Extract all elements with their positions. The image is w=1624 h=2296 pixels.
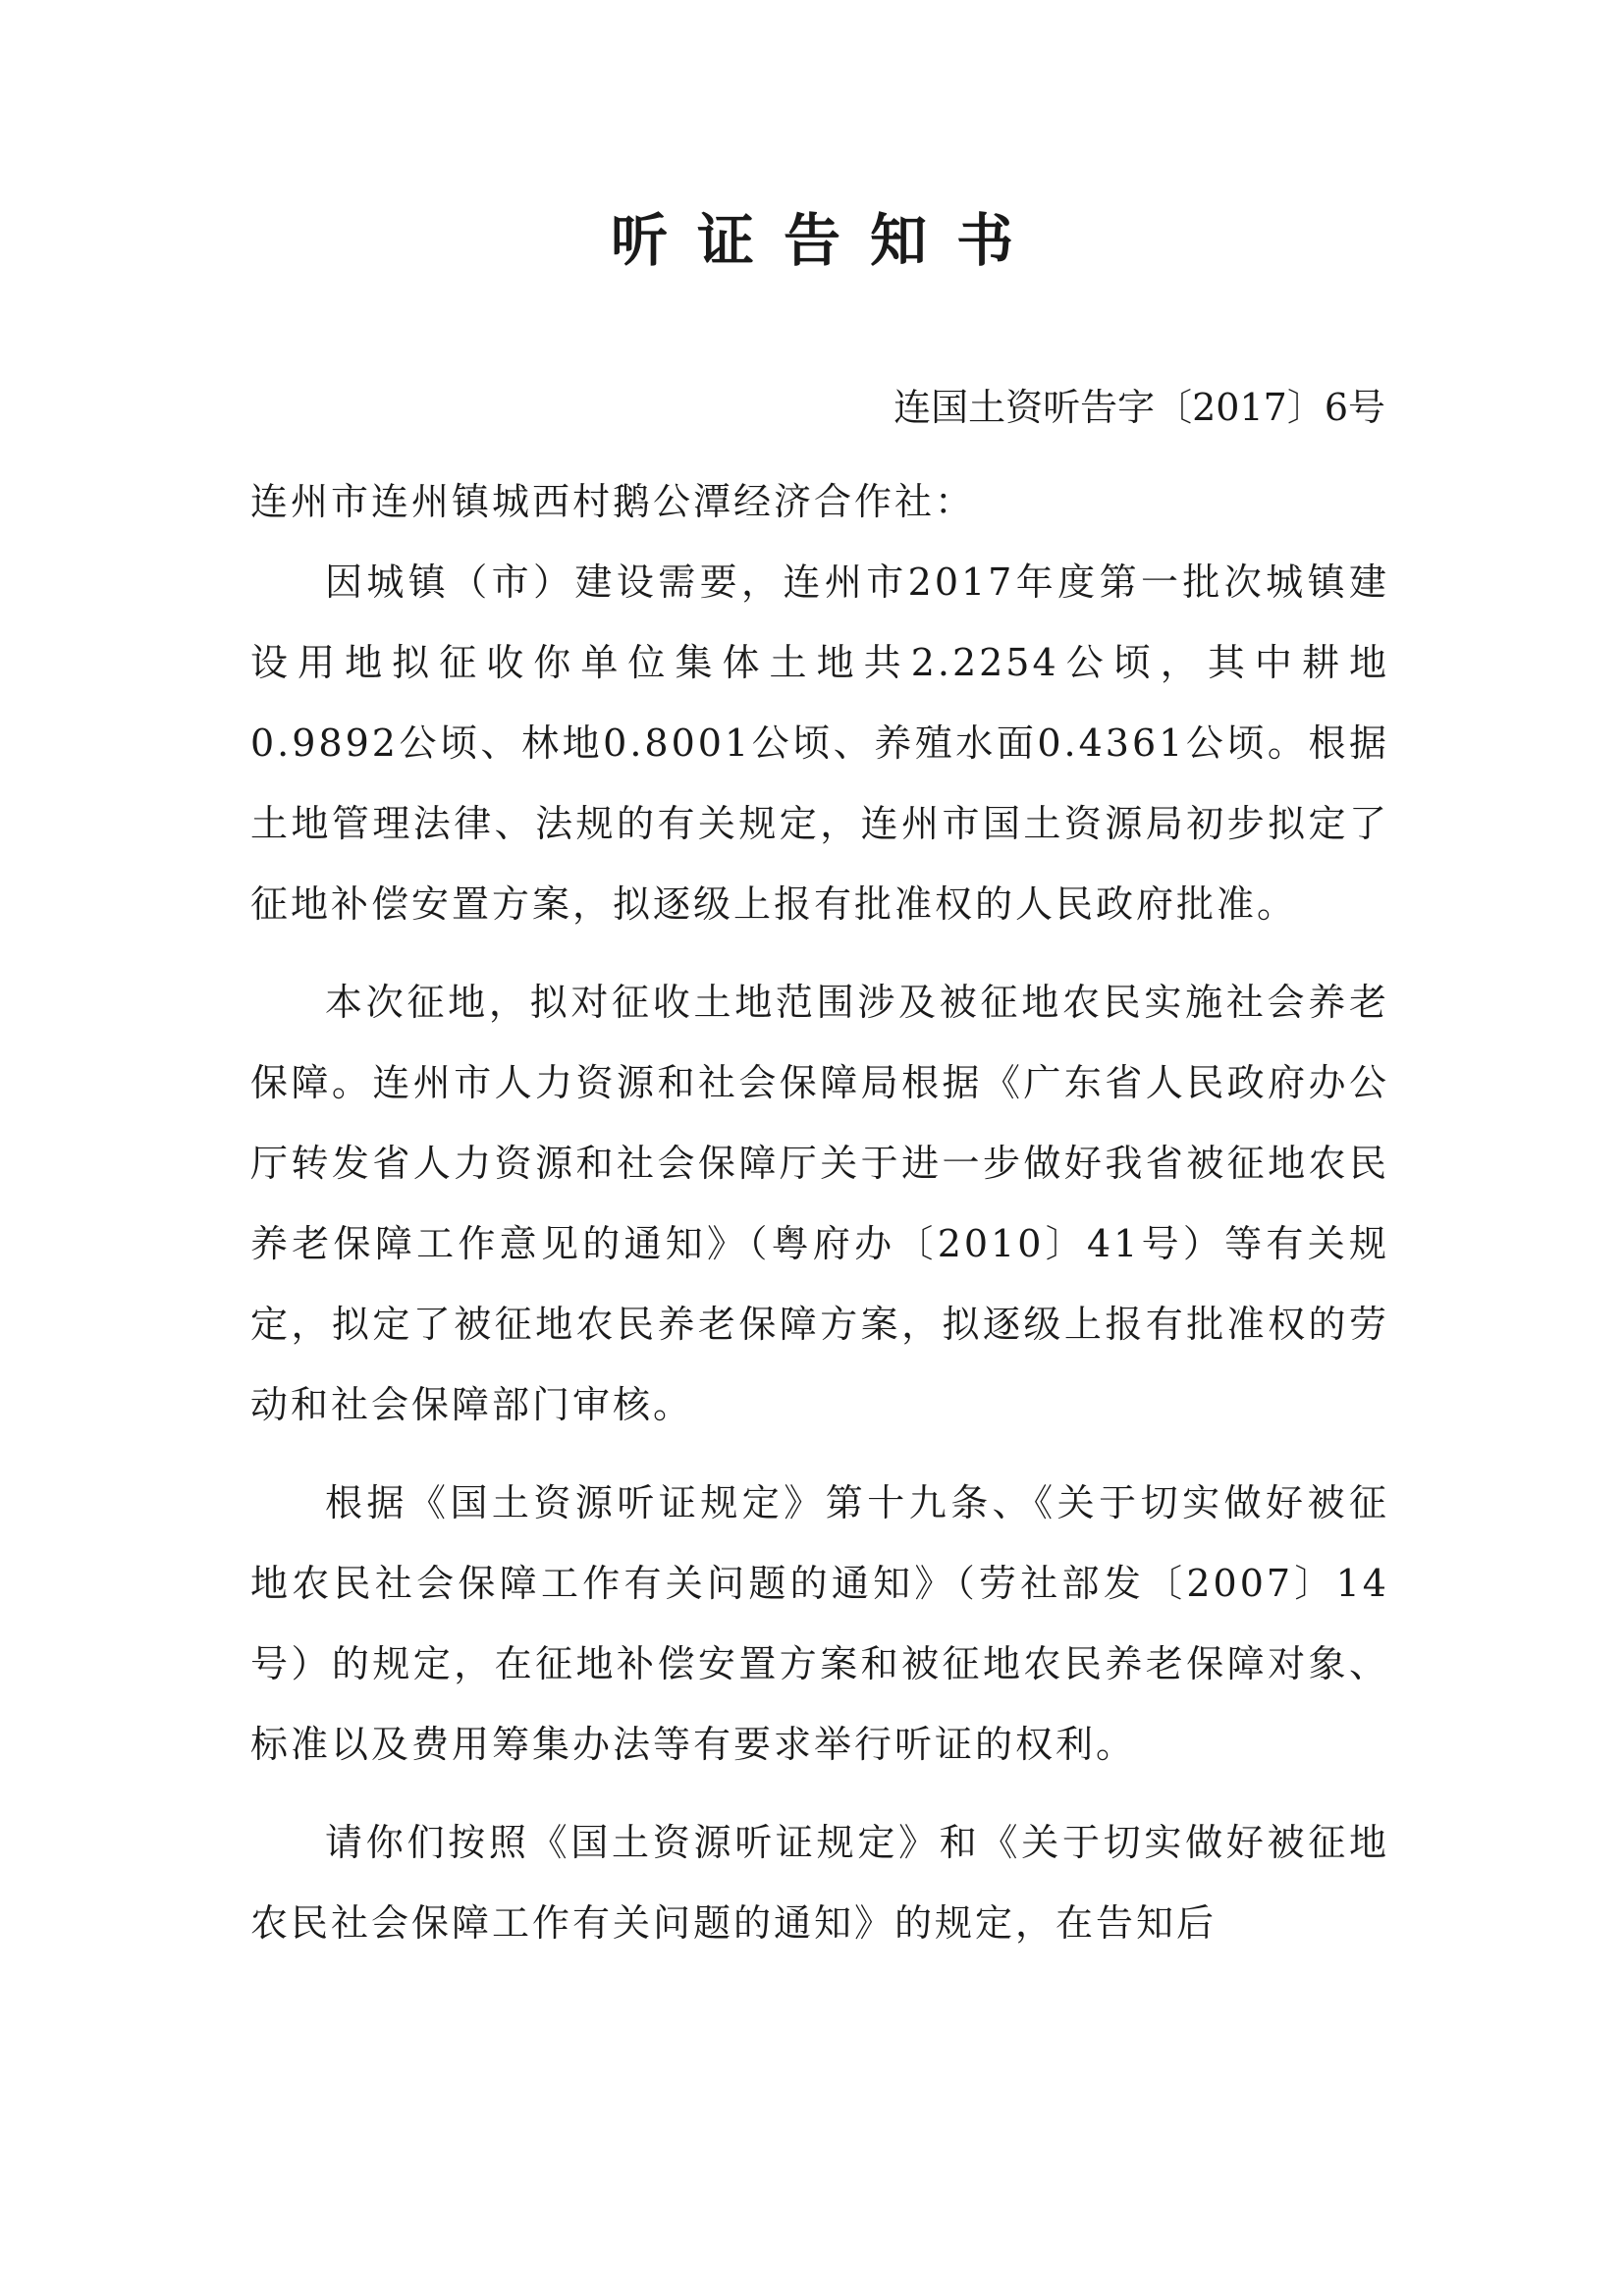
document-body <box>250 461 1389 1981</box>
document-number: 连国土资听告字〔2017〕6号 <box>893 386 1385 429</box>
paragraph-2: 本次征地，拟对征收土地范围涉及被征地农民实施社会养老保障。连州市人力资源和社会保障局根据《广东省人民政府办公厅转发省人力资源和社会保障厅关于进一步做好我省被征地农民养老保障工作意见的通知》（粤府办〔2010〕41号）等有关规定，拟定了被征地农民养老保障方案，拟逐级上报有批准权的劳动和社会保障部门审核。 <box>250 981 1389 1426</box>
document-title: 听证告知书 <box>610 207 1043 274</box>
paragraph-4: 请你们按照《国土资源听证规定》和《关于切实做好被征地农民社会保障工作有关问题的通知》的规定，在告知后 <box>250 1821 1389 1945</box>
paragraph-1: 因城镇（市）建设需要，连州市2017年度第一批次城镇建设用地拟征收你单位集体土地共2.2254公顷，其中耕地0.9892公顷、林地0.8001公顷、养殖水面0.4361公顷。根据土地管理法律、法规的有关规定，连州市国土资源局初步拟定了征地补偿安置方案，拟逐级上报有批准权的人民政府批准。 <box>250 561 1389 926</box>
salutation: 连州市连州镇城西村鹅公潭经济合作社： <box>250 480 976 523</box>
paragraph-3: 根据《国土资源听证规定》第十九条、《关于切实做好被征地农民社会保障工作有关问题的通知》（劳社部发〔2007〕14号）的规定，在征地补偿安置方案和被征地农民养老保障对象、标准以及费用筹集办法等有要求举行听证的权利。 <box>250 1481 1389 1766</box>
